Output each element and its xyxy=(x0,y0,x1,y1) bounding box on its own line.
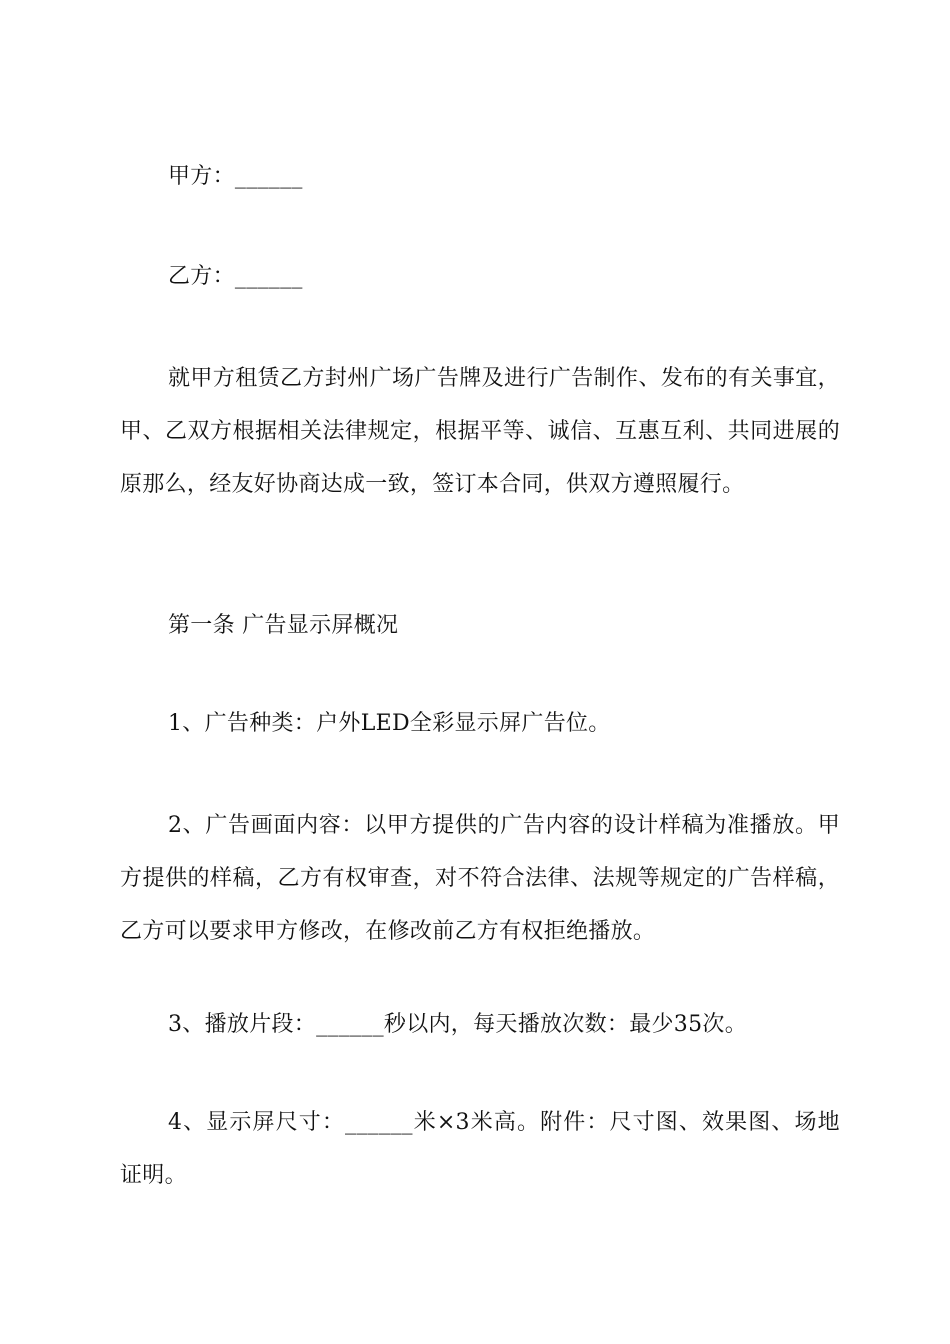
item-1-ad-type: 1、广告种类：户外LED全彩显示屏广告位。 xyxy=(168,711,611,736)
party-a-line: 甲方：______ xyxy=(168,164,303,189)
item-3-play-duration: 3、播放片段：______秒以内，每天播放次数：最少35次。 xyxy=(168,1012,747,1037)
item-4-screen-size: 4、显示屏尺寸：______米×3米高。附件：尺寸图、效果图、场地证明。 xyxy=(120,1110,840,1188)
article-1-heading: 第一条 广告显示屏概况 xyxy=(168,613,399,638)
party-b-line: 乙方：______ xyxy=(168,264,303,289)
item-2-ad-content: 2、广告画面内容：以甲方提供的广告内容的设计样稿为准播放。甲方提供的样稿，乙方有权审查，对不符合法律、法规等规定的广告样稿，乙方可以要求甲方修改，在修改前乙方有权拒绝播放。 xyxy=(120,813,840,944)
intro-paragraph: 就甲方租赁乙方封州广场广告牌及进行广告制作、发布的有关事宜，甲、乙双方根据相关法律规定，根据平等、诚信、互惠互利、共同进展的原那么，经友好协商达成一致，签订本合同，供双方遵照履行。 xyxy=(120,366,840,497)
